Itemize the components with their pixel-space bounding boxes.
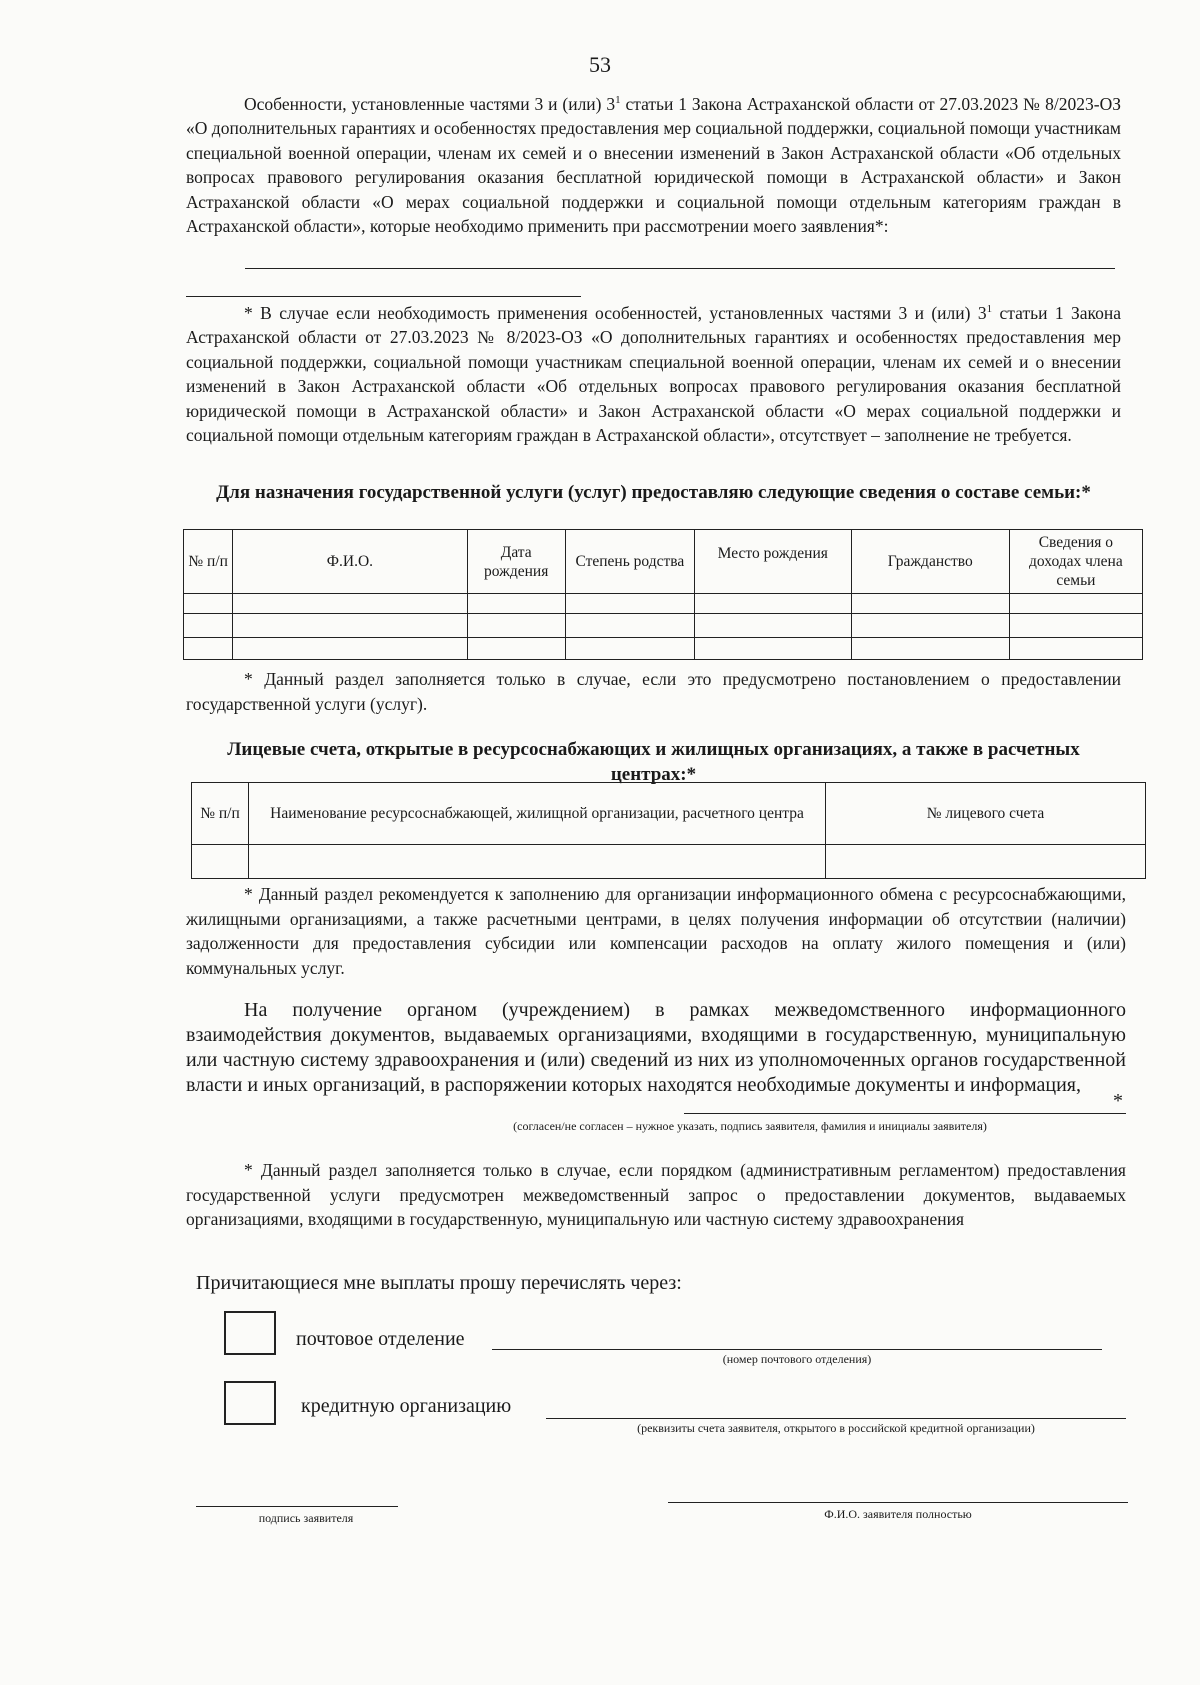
intro-text-2: статьи 1 Закона Астраханской области от 27.03.2023 № 8/2023-ОЗ «О дополнительных гарантиях и особенностях предоставления мер социальной поддержки, социальной помощи участникам специальной военной операции, членам их семей и о внесении изменений в Закон Астраханской области «Об отдельных вопросах правового регулирования оказания бесплатной юридической помощи в Астраханской области» и Закон Астраханской области «О мерах социальной поддержки и социальной помощи отдельным категориям граждан в Астраханской области», которые необходимо применить при рассмотрении моего заявления*: [186, 93, 1121, 237]
table-row [184, 614, 1143, 638]
intro-footnote [186, 297, 1121, 448]
table-cell[interactable] [565, 614, 694, 638]
table-cell[interactable] [192, 845, 249, 879]
intro-paragraph [186, 88, 1121, 239]
table-cell[interactable] [184, 638, 233, 660]
signature-caption: подпись заявителя [258, 1511, 354, 1525]
table-cell[interactable] [694, 638, 851, 660]
family-header-birthplace: Место рождения [694, 530, 851, 594]
family-header-birthdate: Дата рождения [467, 530, 565, 594]
table-row [184, 638, 1143, 660]
table-cell[interactable] [184, 594, 233, 614]
intro-sup: 1 [615, 94, 621, 106]
accounts-header-account: № лицевого счета [826, 783, 1146, 845]
table-cell[interactable] [826, 845, 1146, 879]
family-footnote: * Данный раздел заполняется только в случае, если это предусмотрено постановлением о предоставлении государственной услуги (услуг). [186, 669, 1121, 714]
consent-star: * [1113, 1090, 1123, 1112]
table-cell[interactable] [1009, 594, 1142, 614]
credit-org-label: кредитную организацию [301, 1395, 512, 1417]
post-office-caption: (номер почтового отделения) [722, 1352, 872, 1366]
table-cell[interactable] [184, 614, 233, 638]
table-cell[interactable] [233, 638, 467, 660]
intro-note-sup: 1 [986, 303, 993, 315]
post-office-input-line[interactable] [492, 1349, 1102, 1350]
consent-paragraph: На получение органом (учреждением) в рамках межведомственного информационного взаимодействия документов, выдаваемых организациями, входящими в государственную, муниципальную или частную систему здравоохранения и (или) сведений из них из уполномоченных органов государственной власти и иных организаций, в распоряжении которых находятся необходимые документы и информация, [186, 999, 1126, 1096]
post-office-checkbox[interactable] [224, 1311, 276, 1355]
table-cell[interactable] [1009, 614, 1142, 638]
consent-input-line[interactable] [684, 1113, 1126, 1114]
table-cell[interactable] [851, 594, 1009, 614]
table-row [184, 594, 1143, 614]
family-header-num: № п/п [184, 530, 233, 594]
table-cell[interactable] [249, 845, 826, 879]
table-cell[interactable] [467, 638, 565, 660]
signature-line[interactable] [196, 1506, 398, 1507]
accounts-heading: Лицевые счета, открытые в ресурсоснабжающих и жилищных организациях, а также в расчетных центрах:* [227, 739, 1080, 785]
credit-org-input-line[interactable] [546, 1418, 1126, 1419]
fullname-line[interactable] [668, 1502, 1128, 1503]
family-header-relation: Степень родства [565, 530, 694, 594]
family-header-income: Сведения о доходах члена семьи [1009, 530, 1142, 594]
table-cell[interactable] [851, 614, 1009, 638]
family-header-citizenship: Гражданство [851, 530, 1009, 594]
table-cell[interactable] [565, 638, 694, 660]
table-row [192, 845, 1146, 879]
table-cell[interactable] [233, 614, 467, 638]
table-cell[interactable] [694, 594, 851, 614]
credit-org-caption: (реквизиты счета заявителя, открытого в российской кредитной организации) [637, 1421, 1035, 1435]
table-cell[interactable] [467, 594, 565, 614]
answer-line-1[interactable] [245, 268, 1115, 269]
family-table [183, 529, 1143, 660]
intro-note-text-1: * В случае если необходимость применения особенностей, установленных частями 3 и (или) 3 [244, 302, 987, 323]
payments-title: Причитающиеся мне выплаты прошу перечислять через: [196, 1272, 682, 1294]
page-number: 53 [589, 52, 611, 77]
accounts-table [191, 782, 1146, 879]
credit-org-checkbox[interactable] [224, 1381, 276, 1425]
table-cell[interactable] [233, 594, 467, 614]
intro-text-1: Особенности, установленные частями 3 и (или) 3 [244, 93, 616, 114]
accounts-footnote: * Данный раздел рекомендуется к заполнению для организации информационного обмена с ресурсоснабжающими, жилищными организациями, а также расчетными центрами, в целях получения информации об отсутствии (наличии) задолженности для предоставления субсидии или компенсации расходов на оплату жилого помещения и (или) коммунальных услуг. [186, 884, 1126, 978]
intro-note-text-2: статьи 1 Закона Астраханской области от 27.03.2023 № 8/2023-ОЗ «О дополнительных гарантиях и особенностях предоставления мер социальной поддержки, социальной помощи участникам специальной военной операции, членам их семей и о внесении изменений в Закон Астраханской области «Об отдельных вопросах правового регулирования оказания бесплатной юридической помощи в Астраханской области» и Закон Астраханской области «О мерах социальной поддержки и социальной помощи отдельным категориям граждан в Астраханской области», отсутствует – заполнение не требуется. [186, 302, 1121, 446]
post-office-label: почтовое отделение [296, 1328, 465, 1350]
accounts-header-org: Наименование ресурсоснабжающей, жилищной организации, расчетного центра [249, 783, 826, 845]
table-cell[interactable] [1009, 638, 1142, 660]
consent-caption: (согласен/не согласен – нужное указать, подпись заявителя, фамилия и инициалы заявителя) [513, 1119, 987, 1133]
table-cell[interactable] [694, 614, 851, 638]
table-cell[interactable] [565, 594, 694, 614]
table-cell[interactable] [851, 638, 1009, 660]
table-cell[interactable] [467, 614, 565, 638]
fullname-caption: Ф.И.О. заявителя полностью [824, 1507, 972, 1521]
family-header-name: Ф.И.О. [233, 530, 467, 594]
family-heading: Для назначения государственной услуги (услуг) предоставляю следующие сведения о составе семьи:* [216, 482, 1091, 503]
consent-footnote: * Данный раздел заполняется только в случае, если порядком (административным регламентом) предоставления государственной услуги предусмотрен межведомственный запрос о предоставлении документов, выдаваемых организациями, входящими в государственную, муниципальную или частную систему здравоохранения [186, 1160, 1126, 1229]
accounts-header-num: № п/п [192, 783, 249, 845]
